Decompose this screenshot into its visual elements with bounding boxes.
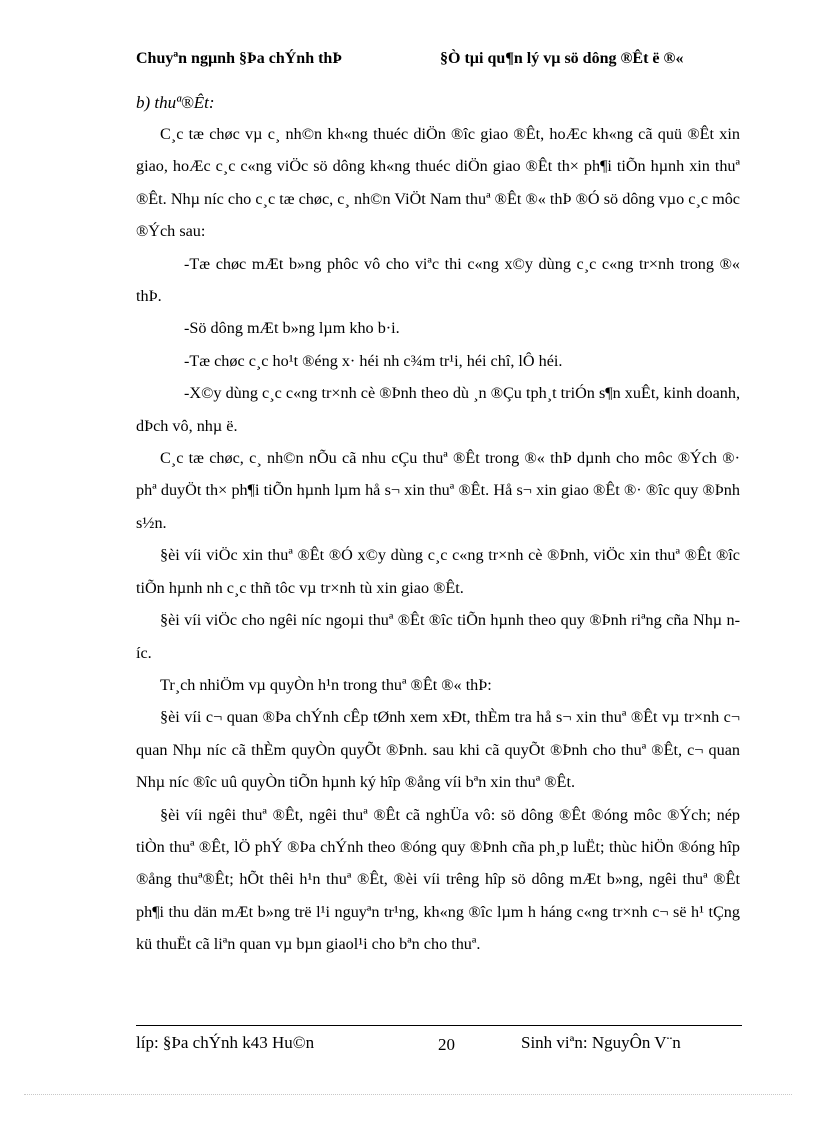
header-left-text: Chuyªn ngµnh §Þa chÝnh thÞ xyxy=(136,50,343,67)
paragraph: §èi víi viÖc xin thuª ®Êt ®Ó x©y dùng c¸c c«ng tr×nh cè ®Þnh, viÖc xin thuª ®Êt ®îc tiÕn hµnh nh c¸c thñ tôc vµ tr×nh tù xin giao ®Êt. xyxy=(136,546,740,597)
header-right-text: §Ò tµi qu¶n lý vµ sö dông ®Êt ë ®« xyxy=(440,50,684,67)
paragraph: §èi víi viÖc cho ngêi níc ngoµi thuª ®Êt ®îc tiÕn hµnh theo quy ®Þnh riªng cña Nhµ níc. xyxy=(136,611,740,662)
paragraph: C¸c tæ chøc, c¸ nh©n nÕu cã nhu cÇu thuª ®Êt trong ®« thÞ dµnh cho môc ®Ých ®· phª duyÖt th× ph¶i tiÕn hµnh lµm hå s¬ xin thuª ®Êt. Hå s¬ xin giao ®Êt ®· ®îc quy ®Þnh s½n. xyxy=(136,449,740,532)
page-header xyxy=(136,50,746,92)
footer-class-text: líp: §Þa chÝnh k43 Hu©n xyxy=(136,1033,315,1052)
page-number: 20 xyxy=(438,1035,455,1054)
list-item: -X©y dùng c¸c c«ng tr×nh cè ®Þnh theo dù ¸n ®Çu tph¸t triÓn s¶n xuÊt, kinh doanh, dÞch vô, nhµ ë. xyxy=(136,384,740,435)
section-heading: b) thuª®Êt: xyxy=(136,93,215,112)
paragraph: Tr¸ch nhiÖm vµ quyÒn h¹n trong thuª ®Êt ®« thÞ: xyxy=(160,675,492,694)
paragraph: §èi víi c¬ quan ®Þa chÝnh cÊp tØnh xem xÐt, thÈm tra hå s¬ xin thuª ®Êt vµ tr×nh c¬ quan Nhµ níc cã thÈm quyÒn quyÕt ®Þnh. sau khi cã quyÕt ®Þnh cho thuª ®Êt, c¬ quan Nhµ níc ®îc uû quyÒn tiÕn hµnh ký hîp ®ång víi bªn xin thuª ®Êt. xyxy=(136,708,740,792)
list-item: -Sö dông mÆt b»ng lµm kho b·i. xyxy=(184,319,400,338)
list-item: -Tæ chøc c¸c ho¹t ®éng x· héi nh c¾m tr¹i, héi chî, lÔ héi. xyxy=(184,351,563,370)
footer-student-text: Sinh viªn: NguyÔn V¨n xyxy=(521,1033,681,1052)
page-bottom-border xyxy=(24,1094,792,1095)
list-item: -Tæ chøc mÆt b»ng phôc vô cho viªc thi c«ng x©y dùng c¸c c«ng tr×nh trong ®« thÞ. xyxy=(136,254,740,306)
footer-divider xyxy=(136,1025,742,1026)
paragraph: C¸c tæ chøc vµ c¸ nh©n kh«ng thuéc diÖn ®îc giao ®Êt, hoÆc kh«ng cã quü ®Êt xin giao, hoÆc c¸c c«ng viÖc sö dông kh«ng thuéc diÖn giao ®Êt th× ph¶i tiÕn hµnh xin thuª ®Êt. Nhµ níc cho c¸c tæ chøc, c¸ nh©n ViÖt Nam thuª ®Êt ®« thÞ ®Ó sö dông vµo c¸c môc ®Ých sau: xyxy=(136,125,740,241)
page-footer xyxy=(136,1032,742,1076)
document-body xyxy=(136,118,740,961)
paragraph: §èi víi ngêi thuª ®Êt, ngêi thuª ®Êt cã nghÜa vô: sö dông ®Êt ®óng môc ®Ých; nép tiÒn thuª ®Êt, lÖ phÝ ®Þa chÝnh theo ®óng quy ®Þnh cña ph¸p luËt; thùc hiÖn ®óng hîp ®ång thuª®Êt; hÕt thêi h¹n thuª ®Êt, ®èi víi trêng hîp sö dông mÆt b»ng, ngêi thuª ®Êt ph¶i thu dän mÆt b»ng trë l¹i nguyªn tr¹ng, kh«ng ®îc lµm h háng c«ng tr×nh c¬ së h¹ tÇng kü thuËt cã liªn quan vµ bµn giaol¹i cho bªn cho thuª. xyxy=(136,805,740,954)
